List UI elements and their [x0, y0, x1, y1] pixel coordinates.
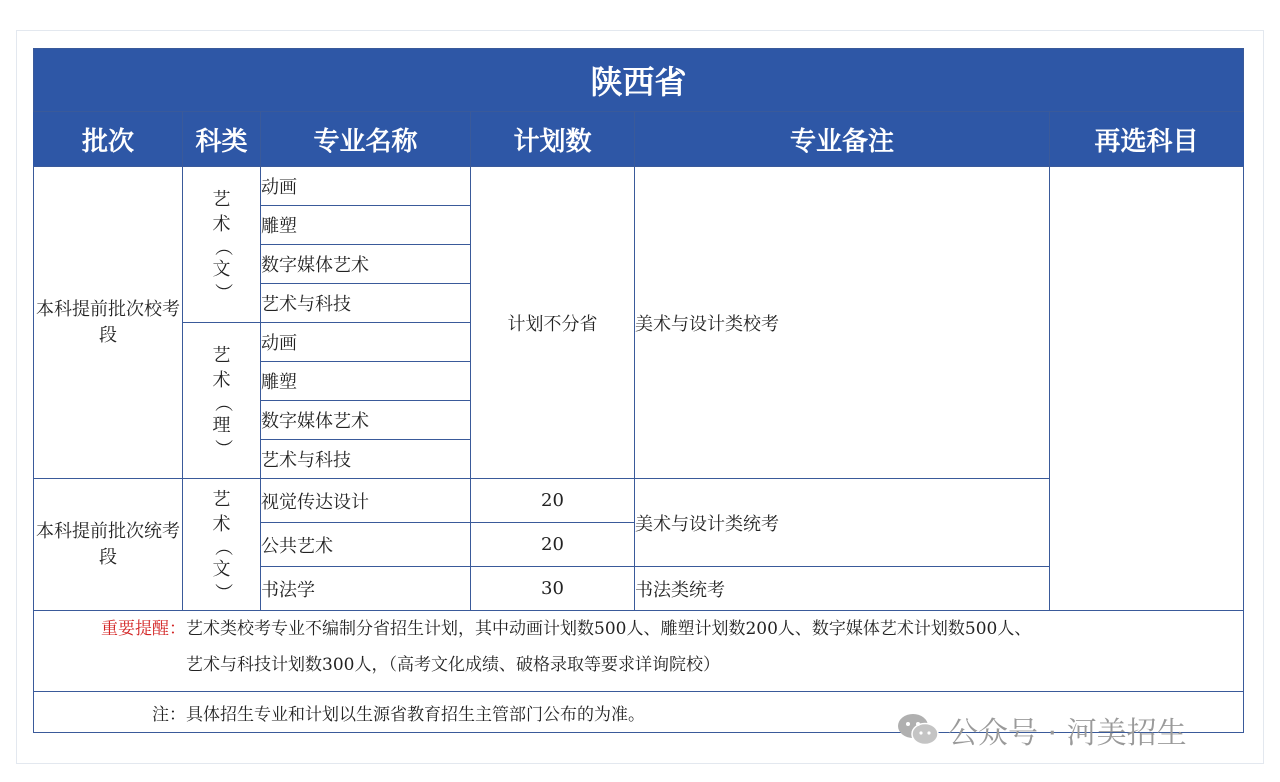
wechat-watermark [896, 708, 1187, 752]
reminder-label: 重要提醒： [101, 619, 186, 639]
major-cell: 数字媒体艺术 [261, 401, 471, 440]
major-cell: 视觉传达设计 [261, 479, 471, 523]
major-cell: 公共艺术 [261, 523, 471, 567]
major-cell: 动画 [261, 167, 471, 206]
notice-label: 注： [152, 704, 186, 725]
plan-count: 20 [471, 523, 635, 567]
header-category: 科类 [183, 112, 261, 167]
reminder-text-1: 艺术类校考专业不编制分省招生计划，其中动画计划数500人、雕塑计划数200人、数字媒体艺术计划数500人、 [186, 619, 1032, 639]
plan-count: 20 [471, 479, 635, 523]
header-reselect: 再选科目 [1050, 112, 1244, 167]
category-art-wen: 艺 术 （ 文 ） [183, 167, 261, 323]
header-note: 专业备注 [635, 112, 1050, 167]
notice-text: 具体招生专业和计划以生源省教育招生主管部门公布的为准。 [186, 704, 645, 725]
note-unified-exam: 美术与设计类统考 [635, 479, 1050, 567]
major-cell: 动画 [261, 323, 471, 362]
category-art-li: 艺 术 （ 理 ） [183, 323, 261, 479]
header-batch: 批次 [34, 112, 183, 167]
header-plan: 计划数 [471, 112, 635, 167]
major-cell: 雕塑 [261, 206, 471, 245]
plan-not-split: 计划不分省 [471, 167, 635, 479]
category-art-wen-unified: 艺 术 （ 文 ） [183, 479, 261, 611]
plan-count: 30 [471, 567, 635, 611]
major-cell: 艺术与科技 [261, 440, 471, 479]
reminder-text-2: 艺术与科技计划数300人，（高考文化成绩、破格录取等要求详询院校） [186, 655, 720, 675]
reselect-cell [1050, 167, 1244, 611]
batch-unified-exam: 本科提前批次统考段 [34, 479, 183, 611]
table-title: 陕西省 [34, 49, 1244, 112]
important-reminder [34, 611, 1244, 692]
header-major: 专业名称 [261, 112, 471, 167]
note-calligraphy: 书法类统考 [635, 567, 1050, 611]
note-school-exam: 美术与设计类校考 [635, 167, 1050, 479]
wechat-icon [896, 711, 940, 749]
batch-school-exam: 本科提前批次校考段 [34, 167, 183, 479]
major-cell: 数字媒体艺术 [261, 245, 471, 284]
major-cell: 书法学 [261, 567, 471, 611]
major-cell: 艺术与科技 [261, 284, 471, 323]
major-cell: 雕塑 [261, 362, 471, 401]
watermark-text: 公众号 · 河美招生 [948, 716, 1187, 751]
admission-plan-table [33, 48, 1244, 733]
